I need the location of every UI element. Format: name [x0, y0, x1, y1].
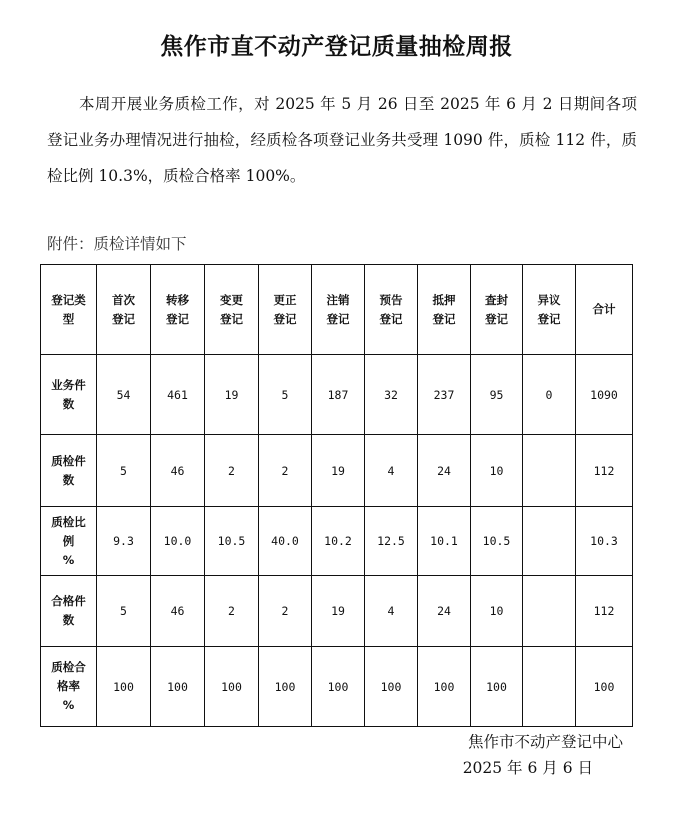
- table-cell: [523, 435, 576, 507]
- table-cell: 10: [471, 435, 523, 507]
- col-header-correction-registration: [259, 265, 312, 355]
- table-cell-total: 112: [576, 435, 633, 507]
- col-header-line: 登记: [326, 311, 350, 326]
- summary-paragraph: 本周开展业务质检工作，对 2025 年 5 月 26 日至 2025 年 6 月 2 日期间各项登记业务办理情况进行抽检，经质检各项登记业务共受理 1090 件，质检 112 件，质检比例 10.3%，质检合格率 100%。: [47, 95, 637, 185]
- table-cell: 100: [259, 647, 312, 727]
- corner-header-line: 型: [62, 311, 75, 326]
- table-cell: [523, 576, 576, 647]
- row-header-line: %: [62, 552, 75, 567]
- table-row-business-count: [41, 355, 633, 435]
- row-header-line: 数: [62, 396, 75, 411]
- col-header-line: 转移: [166, 292, 189, 307]
- table-cell-total: 112: [576, 576, 633, 647]
- table-cell: 5: [97, 435, 151, 507]
- table-cell: 100: [205, 647, 259, 727]
- table-cell: 5: [97, 576, 151, 647]
- table-cell: 100: [418, 647, 471, 727]
- table-cell: 54: [97, 355, 151, 435]
- row-header-line: 业务件: [51, 377, 86, 392]
- row-header: [41, 576, 97, 647]
- table-cell: 100: [471, 647, 523, 727]
- report-title: 焦作市直不动产登记质量抽检周报: [160, 34, 513, 60]
- row-header: [41, 435, 97, 507]
- table-cell: 32: [365, 355, 418, 435]
- table-cell-total: 10.3: [576, 507, 633, 576]
- table-cell: 10: [471, 576, 523, 647]
- col-header-line: 登记: [537, 311, 561, 326]
- table-cell: 46: [151, 576, 205, 647]
- col-header-line: 首次: [112, 292, 135, 307]
- col-header-first-registration: [97, 265, 151, 355]
- col-header-line: 异议: [537, 292, 561, 307]
- table-row-qualified-count: [41, 576, 633, 647]
- table-cell: 10.0: [151, 507, 205, 576]
- col-header-seizure-registration: [471, 265, 523, 355]
- signature-block: [463, 729, 623, 781]
- table-cell: 10.5: [471, 507, 523, 576]
- table-cell: 10.1: [418, 507, 471, 576]
- table-cell: 2: [259, 576, 312, 647]
- table-cell: 19: [312, 435, 365, 507]
- table-cell: 10.5: [205, 507, 259, 576]
- col-header-line: 登记: [432, 311, 456, 326]
- table-cell: 9.3: [97, 507, 151, 576]
- row-header-line: 格率: [57, 679, 80, 693]
- table-cell: 2: [205, 576, 259, 647]
- table-cell: 100: [312, 647, 365, 727]
- col-header-objection-registration: [523, 265, 576, 355]
- table-cell-total: 1090: [576, 355, 633, 435]
- row-header-line: 质检件: [51, 453, 86, 468]
- col-header-line: 登记: [220, 311, 243, 326]
- row-header-line: 数: [62, 472, 75, 487]
- table-cell: [523, 647, 576, 727]
- issue-date: 2025 年 6 月 6 日: [462, 759, 593, 777]
- table-cell: 100: [365, 647, 418, 727]
- corner-header: [41, 265, 97, 355]
- table-cell: 95: [471, 355, 523, 435]
- table-cell: 24: [418, 576, 471, 647]
- col-header-line: 注销: [326, 292, 350, 307]
- table-cell: 10.2: [312, 507, 365, 576]
- col-header-line: 变更: [220, 292, 243, 307]
- row-header: [41, 355, 97, 435]
- col-header-line: 登记: [273, 311, 297, 326]
- table-cell: 2: [205, 435, 259, 507]
- table-row-inspection-ratio: [41, 507, 633, 576]
- col-header-transfer-registration: [151, 265, 205, 355]
- row-header-line: 质检合: [51, 660, 86, 674]
- table-cell: 19: [205, 355, 259, 435]
- table-cell: 5: [259, 355, 312, 435]
- row-header-line: 例: [62, 533, 75, 548]
- row-header-line: %: [62, 698, 75, 712]
- table-cell: 19: [312, 576, 365, 647]
- table-cell: 237: [418, 355, 471, 435]
- corner-header-line: 登记类: [51, 292, 86, 307]
- table-cell: 100: [97, 647, 151, 727]
- col-header-line: 预告: [379, 292, 403, 307]
- table-cell: 461: [151, 355, 205, 435]
- table-cell: 24: [418, 435, 471, 507]
- issuing-organization: 焦作市不动产登记中心: [467, 733, 623, 751]
- table-cell: 4: [365, 435, 418, 507]
- table-cell: 100: [151, 647, 205, 727]
- col-header-line: 更正: [273, 292, 297, 307]
- col-header-line: 登记: [112, 311, 135, 326]
- table-cell: 2: [259, 435, 312, 507]
- col-header-line: 登记: [379, 311, 403, 326]
- col-header-line: 登记: [166, 311, 189, 326]
- table-row-pass-rate: [41, 647, 633, 727]
- col-header-line: 登记: [485, 311, 508, 326]
- row-header: [41, 647, 97, 727]
- table-cell: [523, 507, 576, 576]
- row-header-line: 合格件: [51, 594, 86, 608]
- table-cell: 12.5: [365, 507, 418, 576]
- attachment-label: 附件：质检详情如下: [47, 235, 187, 253]
- table-cell: 40.0: [259, 507, 312, 576]
- table-cell: 46: [151, 435, 205, 507]
- col-header-line: 合计: [592, 302, 616, 316]
- table-cell: 0: [523, 355, 576, 435]
- col-header-change-registration: [205, 265, 259, 355]
- col-header-mortgage-registration: [418, 265, 471, 355]
- table-cell: 187: [312, 355, 365, 435]
- inspection-table: [40, 264, 633, 727]
- row-header-line: 数: [62, 613, 75, 627]
- row-header-line: 质检比: [51, 514, 86, 529]
- col-header-line: 抵押: [432, 292, 456, 307]
- table-row-inspected-count: [41, 435, 633, 507]
- col-header-total: [576, 265, 633, 355]
- col-header-advance-registration: [365, 265, 418, 355]
- table-header-row: [41, 265, 633, 355]
- col-header-cancellation-registration: [312, 265, 365, 355]
- col-header-line: 查封: [485, 292, 508, 307]
- row-header: [41, 507, 97, 576]
- table-cell: 4: [365, 576, 418, 647]
- table-cell-total: 100: [576, 647, 633, 727]
